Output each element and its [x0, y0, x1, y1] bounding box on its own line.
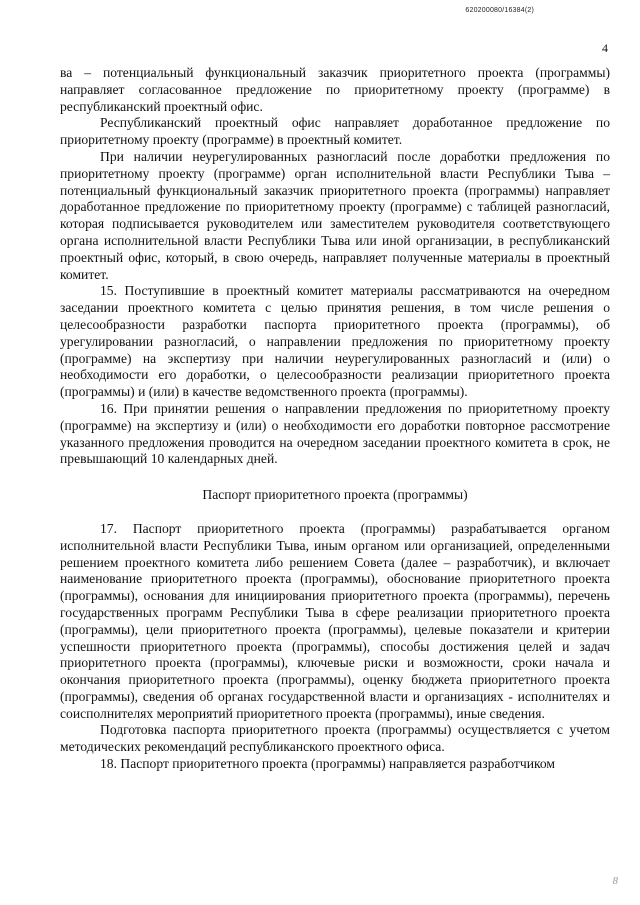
paragraph: 16. При принятии решения о направлении предложения по приоритетному проекту (программе) на экспертизу и (или) о необходимости его доработки повторное рассмотрение указанного предложения проводится на очередном заседании проектного комитета в срок, не превышающий 10 календарных дней.	[60, 400, 610, 467]
handwritten-mark: 8	[612, 875, 618, 887]
paragraph: 18. Паспорт приоритетного проекта (программы) направляется разработчиком	[100, 756, 556, 772]
paragraph: Подготовка паспорта приоритетного проекта (программы) осуществляется с учетом методических рекомендаций республиканского проектного офиса.	[60, 722, 610, 755]
paragraph: Республиканский проектный офис направляет доработанное предложение по приоритетному проекту (программе) в проектный комитет.	[60, 115, 610, 148]
paragraph: 17. Паспорт приоритетного проекта (программы) разрабатывается органом исполнительной власти Республики Тыва, иным органом или организацией, определенными решением проектного комитета либо решением Совета (далее – разработчик), и включает наименование приоритетного проекта (программы), обоснование приоритетного проекта (программы), основания для инициирования приоритетного проекта (программы), перечень государственных программ Республики Тыва в сфере реализации приоритетного проекта (программы), цели приоритетного проекта (программы), целевые показатели и критерии успешности приоритетного проекта (программы), способы достижения целей и задач приоритетного проекта (программы), ключевые риски и возможности, сроки начала и окончания приоритетного проекта (программы), оценку бюджета приоритетного проекта (программы), сведения об органах государственной власти и организациях - исполнителях и соисполнителях мероприятий приоритетного проекта (программы), иные сведения.	[60, 520, 610, 721]
paragraph: 15. Поступившие в проектный комитет материалы рассматриваются на очередном заседании проектного комитета с целью принятия решения, в том числе решения о целесообразности разработки паспорта приоритетного проекта (программы), об урегулировании разногласий, о направлении предложения по приоритетному проекту (программе) на экспертизу при наличии неурегулированных разногласий и (или) о необходимости его доработки, о целесообразности реализации приоритетного проекта (программы) и (или) в качестве ведомственного проекта (программы).	[60, 283, 610, 400]
document-id: 620200080/16384(2)	[465, 7, 534, 14]
paragraph: При наличии неурегулированных разногласий после доработки предложения по приоритетному проекту (программе) орган исполнительной власти Республики Тыва – потенциальный функциональный заказчик приоритетного проекта (программы) направляет доработанное предложение по приоритетному проекту (программе) с таблицей разногласий, которая подписывается руководителем или заместителем руководителя соответствующего органа исполнительной власти Республики Тыва или иной организации, в республиканский проектный офис, который, в свою очередь, направляет полученные материалы в проектный комитет.	[60, 148, 610, 282]
section-heading: Паспорт приоритетного проекта (программы)	[202, 487, 468, 503]
paragraph: ва – потенциальный функциональный заказчик приоритетного проекта (программы) направляет согласованное предложение по приоритетному проекту (программе) в республиканский проектный офис.	[60, 65, 610, 114]
page-number: 4	[602, 41, 608, 55]
document-body	[60, 65, 610, 773]
